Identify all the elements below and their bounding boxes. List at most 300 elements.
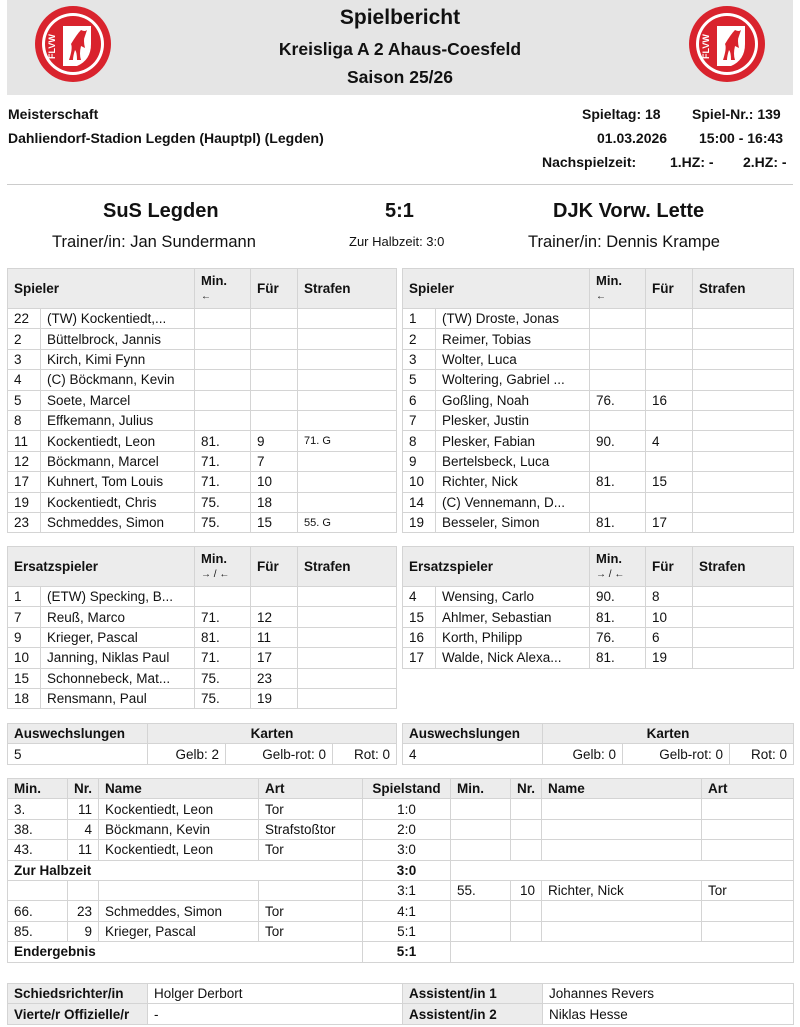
penalties [298, 668, 397, 688]
event-score: 3:0 [363, 860, 451, 880]
away-team-name: DJK Vorw. Lette [553, 200, 705, 222]
officials-table [7, 983, 794, 1025]
event-type: Tor [259, 921, 363, 941]
replaced-player-number: 12 [251, 607, 298, 627]
min-header: Min. → / ← [590, 547, 646, 587]
event-empty [511, 819, 542, 839]
replaced-player-number: 17 [251, 648, 298, 668]
penalties [693, 390, 794, 410]
assistant2-label: Assistent/in 2 [403, 1004, 543, 1024]
event-type-header: Art [702, 779, 794, 799]
event-empty [511, 840, 542, 860]
replaced-player-number [251, 309, 298, 329]
sub-minute [195, 410, 251, 430]
event-player-number: 9 [68, 921, 99, 941]
penalties [693, 512, 794, 532]
event-minute: 66. [8, 901, 68, 921]
assistant2-name: Niklas Hesse [543, 1004, 794, 1024]
match-time: 15:00 - 16:43 [699, 130, 784, 146]
penalties [298, 370, 397, 390]
svg-text:FLVW: FLVW [701, 34, 711, 59]
player-name: Walde, Nick Alexa... [436, 648, 590, 668]
penalties [298, 607, 397, 627]
event-player-number: 10 [511, 880, 542, 900]
away-subs-table [402, 546, 794, 669]
event-phase-label: Endergebnis [8, 942, 363, 962]
event-player-name: Krieger, Pascal [99, 921, 259, 941]
strafen-header: Strafen [298, 269, 397, 309]
event-player-name: Böckmann, Kevin [99, 819, 259, 839]
player-name: (ETW) Specking, B... [41, 587, 195, 607]
fuer-header: Für [251, 547, 298, 587]
replaced-player-number [251, 390, 298, 410]
event-empty [511, 799, 542, 819]
player-row [8, 492, 397, 512]
assistant1-label: Assistent/in 1 [403, 984, 543, 1004]
player-number: 4 [8, 370, 41, 390]
player-row [403, 329, 794, 349]
player-name: Kirch, Kimi Fynn [41, 349, 195, 369]
player-row [8, 607, 397, 627]
player-name: Reuß, Marco [41, 607, 195, 627]
sub-minute [195, 329, 251, 349]
player-name: Korth, Philipp [436, 627, 590, 647]
player-row [8, 512, 397, 532]
event-min-header: Min. [451, 779, 511, 799]
event-type: Tor [259, 840, 363, 860]
penalties [693, 370, 794, 390]
player-row [8, 349, 397, 369]
event-nr-header: Nr. [511, 779, 542, 799]
event-player-number: 11 [68, 799, 99, 819]
event-player-name: Kockentiedt, Leon [99, 799, 259, 819]
replaced-player-number [646, 370, 693, 390]
replaced-player-number [646, 329, 693, 349]
event-row [8, 942, 794, 962]
player-row [8, 390, 397, 410]
player-number: 2 [8, 329, 41, 349]
penalties [298, 390, 397, 410]
sub-minute: 76. [590, 627, 646, 647]
sub-minute: 81. [195, 431, 251, 451]
sub-minute [590, 309, 646, 329]
player-row [8, 668, 397, 688]
player-row [8, 627, 397, 647]
player-number: 12 [8, 451, 41, 471]
divider [7, 184, 793, 185]
sub-minute: 75. [195, 512, 251, 532]
extra-time-second-half: 2.HZ: - [743, 154, 787, 170]
fuer-header: Für [251, 269, 298, 309]
event-score: 5:1 [363, 921, 451, 941]
player-name: (C) Vennemann, D... [436, 492, 590, 512]
replaced-player-number [646, 451, 693, 471]
player-row [8, 648, 397, 668]
player-number: 6 [403, 390, 436, 410]
replaced-player-number [251, 587, 298, 607]
event-nr-header: Nr. [68, 779, 99, 799]
player-row [403, 648, 794, 668]
replaced-player-number [251, 370, 298, 390]
penalties [298, 410, 397, 430]
player-name: (TW) Droste, Jonas [436, 309, 590, 329]
replaced-player-number: 10 [646, 607, 693, 627]
player-name: Kuhnert, Tom Louis [41, 472, 195, 492]
red-cards: Rot: 0 [730, 744, 794, 764]
extra-time-first-half: 1.HZ: - [670, 154, 714, 170]
player-number: 4 [403, 587, 436, 607]
halftime-score: Zur Halbzeit: 3:0 [349, 234, 445, 249]
sub-minute [590, 492, 646, 512]
event-type: Strafstoßtor [259, 819, 363, 839]
player-name: Rensmann, Paul [41, 688, 195, 708]
cards-header: Karten [148, 724, 397, 744]
event-empty [259, 880, 363, 900]
replaced-player-number: 11 [251, 627, 298, 647]
replaced-player-number: 19 [251, 688, 298, 708]
report-title: Spielbericht [339, 6, 461, 29]
player-row [8, 431, 397, 451]
penalties [693, 648, 794, 668]
sub-minute [590, 349, 646, 369]
player-name: Janning, Niklas Paul [41, 648, 195, 668]
event-type: Tor [259, 799, 363, 819]
penalties [693, 329, 794, 349]
league-title: Kreisliga A 2 Ahaus-Coesfeld [278, 39, 522, 59]
event-empty [451, 942, 794, 962]
player-number: 16 [403, 627, 436, 647]
replaced-player-number: 8 [646, 587, 693, 607]
flvw-logo-icon [687, 4, 767, 84]
event-score-header: Spielstand [363, 779, 451, 799]
event-player-number: 11 [68, 840, 99, 860]
event-row [8, 819, 794, 839]
event-empty [702, 901, 794, 921]
events-table [7, 778, 794, 963]
yellow-red-cards: Gelb-rot: 0 [226, 744, 333, 764]
replaced-player-number: 19 [646, 648, 693, 668]
player-number: 1 [8, 587, 41, 607]
player-row [8, 370, 397, 390]
player-name: Büttelbrock, Jannis [41, 329, 195, 349]
event-empty [702, 819, 794, 839]
event-player-name: Schmeddes, Simon [99, 901, 259, 921]
extra-time-label: Nachspielzeit: [542, 154, 637, 170]
event-row [8, 799, 794, 819]
replaced-player-number [646, 309, 693, 329]
sub-minute: 81. [590, 648, 646, 668]
player-name: Wensing, Carlo [436, 587, 590, 607]
player-number: 8 [8, 410, 41, 430]
subs-header: Ersatzspieler [8, 547, 195, 587]
player-row [403, 472, 794, 492]
player-row [8, 309, 397, 329]
player-row [403, 349, 794, 369]
player-row [8, 472, 397, 492]
penalties [693, 309, 794, 329]
player-name: Wolter, Luca [436, 349, 590, 369]
sub-minute: 76. [590, 390, 646, 410]
penalties: 55. G [298, 512, 397, 532]
player-number: 1 [403, 309, 436, 329]
sub-minute: 75. [195, 668, 251, 688]
event-score: 3:1 [363, 880, 451, 900]
subs-count: 4 [403, 744, 543, 764]
sub-minute: 81. [195, 627, 251, 647]
subs-count: 5 [8, 744, 148, 764]
venue: Dahliendorf-Stadion Legden (Hauptpl) (Legden) [8, 130, 324, 146]
penalties [298, 587, 397, 607]
replaced-player-number [646, 492, 693, 512]
min-header: Min. → / ← [195, 547, 251, 587]
event-empty [451, 921, 511, 941]
event-type: Tor [259, 901, 363, 921]
player-row [403, 390, 794, 410]
replaced-player-number: 4 [646, 431, 693, 451]
penalties: 71. G [298, 431, 397, 451]
yellow-cards: Gelb: 0 [543, 744, 623, 764]
event-player-number: 23 [68, 901, 99, 921]
player-number: 15 [8, 668, 41, 688]
event-minute: 85. [8, 921, 68, 941]
player-number: 9 [403, 451, 436, 471]
player-row [403, 410, 794, 430]
red-cards: Rot: 0 [333, 744, 397, 764]
sub-minute: 75. [195, 688, 251, 708]
event-row [8, 840, 794, 860]
event-empty [542, 921, 702, 941]
event-empty [702, 840, 794, 860]
player-row [403, 587, 794, 607]
player-number: 10 [8, 648, 41, 668]
sub-minute [195, 390, 251, 410]
penalties [693, 431, 794, 451]
player-number: 19 [403, 512, 436, 532]
event-empty [99, 880, 259, 900]
away-trainer: Trainer/in: Dennis Krampe [528, 233, 720, 251]
home-players-table [7, 268, 397, 533]
player-number: 3 [8, 349, 41, 369]
penalties [693, 587, 794, 607]
player-number: 2 [403, 329, 436, 349]
event-empty [542, 819, 702, 839]
home-trainer: Trainer/in: Jan Sundermann [52, 233, 256, 251]
fuer-header: Für [646, 269, 693, 309]
player-number: 14 [403, 492, 436, 512]
penalties [693, 451, 794, 471]
player-name: Plesker, Justin [436, 410, 590, 430]
replaced-player-number: 16 [646, 390, 693, 410]
sub-minute: 71. [195, 607, 251, 627]
strafen-header: Strafen [693, 269, 794, 309]
sub-minute [590, 410, 646, 430]
player-name: Kockentiedt, Leon [41, 431, 195, 451]
home-subs-table [7, 546, 397, 709]
event-score: 3:0 [363, 840, 451, 860]
player-row [403, 492, 794, 512]
players-header: Spieler [403, 269, 590, 309]
player-name: Krieger, Pascal [41, 627, 195, 647]
player-row [403, 607, 794, 627]
event-empty [542, 901, 702, 921]
event-empty [451, 819, 511, 839]
penalties [298, 349, 397, 369]
event-phase-label: Zur Halbzeit [8, 860, 363, 880]
event-player-name: Kockentiedt, Leon [99, 840, 259, 860]
event-score: 1:0 [363, 799, 451, 819]
player-row [8, 329, 397, 349]
penalties [298, 627, 397, 647]
fourth-official-name: - [148, 1004, 403, 1024]
sub-minute [195, 370, 251, 390]
event-name-header: Name [542, 779, 702, 799]
player-number: 5 [403, 370, 436, 390]
sub-minute [195, 349, 251, 369]
event-row [8, 901, 794, 921]
event-row [8, 880, 794, 900]
penalties [298, 309, 397, 329]
player-name: Bertelsbeck, Luca [436, 451, 590, 471]
player-name: Böckmann, Marcel [41, 451, 195, 471]
referee-label: Schiedsrichter/in [8, 984, 148, 1004]
player-name: (C) Böckmann, Kevin [41, 370, 195, 390]
event-score: 5:1 [363, 942, 451, 962]
player-row [8, 688, 397, 708]
player-number: 3 [403, 349, 436, 369]
player-row [403, 431, 794, 451]
assistant1-name: Johannes Revers [543, 984, 794, 1004]
sub-minute [590, 329, 646, 349]
penalties [693, 627, 794, 647]
player-name: Richter, Nick [436, 472, 590, 492]
player-number: 17 [403, 648, 436, 668]
sub-minute: 71. [195, 451, 251, 471]
player-name: Goßling, Noah [436, 390, 590, 410]
event-score: 2:0 [363, 819, 451, 839]
strafen-header: Strafen [298, 547, 397, 587]
player-number: 7 [8, 607, 41, 627]
event-empty [451, 901, 511, 921]
sub-minute: 71. [195, 648, 251, 668]
sub-minute [195, 587, 251, 607]
match-date: 01.03.2026 [597, 130, 668, 146]
player-name: Schmeddes, Simon [41, 512, 195, 532]
replaced-player-number: 17 [646, 512, 693, 532]
event-minute: 3. [8, 799, 68, 819]
sub-minute: 90. [590, 587, 646, 607]
game-number: Spiel-Nr.: 139 [692, 106, 781, 122]
min-header: Min. ← [195, 269, 251, 309]
report-header [7, 0, 793, 95]
event-empty [451, 799, 511, 819]
replaced-player-number: 10 [251, 472, 298, 492]
replaced-player-number [646, 349, 693, 369]
player-name: Effkemann, Julius [41, 410, 195, 430]
penalties [298, 329, 397, 349]
subs-count-header: Auswechslungen [403, 724, 543, 744]
competition-type: Meisterschaft [8, 106, 99, 122]
min-header: Min. ← [590, 269, 646, 309]
player-row [403, 370, 794, 390]
replaced-player-number [646, 410, 693, 430]
sub-minute [590, 370, 646, 390]
event-empty [511, 901, 542, 921]
home-team-name: SuS Legden [103, 200, 219, 222]
replaced-player-number [251, 329, 298, 349]
event-empty [451, 860, 794, 880]
player-row [8, 451, 397, 471]
player-name: Kockentiedt, Chris [41, 492, 195, 512]
final-score: 5:1 [385, 200, 414, 222]
sub-minute: 75. [195, 492, 251, 512]
player-number: 19 [8, 492, 41, 512]
sub-minute: 81. [590, 607, 646, 627]
penalties [298, 688, 397, 708]
player-name: Soete, Marcel [41, 390, 195, 410]
penalties [693, 472, 794, 492]
penalties [693, 349, 794, 369]
event-empty [451, 840, 511, 860]
penalties [298, 451, 397, 471]
players-header: Spieler [8, 269, 195, 309]
player-name: Woltering, Gabriel ... [436, 370, 590, 390]
event-player-number: 4 [68, 819, 99, 839]
replaced-player-number [251, 349, 298, 369]
player-name: Plesker, Fabian [436, 431, 590, 451]
event-type-header: Art [259, 779, 363, 799]
player-number: 5 [8, 390, 41, 410]
event-row [8, 860, 794, 880]
event-score: 4:1 [363, 901, 451, 921]
away-players-table [402, 268, 794, 533]
player-name: Reimer, Tobias [436, 329, 590, 349]
cards-header: Karten [543, 724, 794, 744]
away-summary-table [402, 723, 794, 765]
player-number: 9 [8, 627, 41, 647]
penalties [693, 492, 794, 512]
event-minute: 55. [451, 880, 511, 900]
event-minute: 43. [8, 840, 68, 860]
player-name: Besseler, Simon [436, 512, 590, 532]
event-empty [702, 799, 794, 819]
sub-minute: 81. [590, 512, 646, 532]
player-number: 8 [403, 431, 436, 451]
replaced-player-number: 15 [646, 472, 693, 492]
replaced-player-number: 6 [646, 627, 693, 647]
player-row [403, 627, 794, 647]
event-empty [8, 880, 68, 900]
fourth-official-label: Vierte/r Offizielle/r [8, 1004, 148, 1024]
home-summary-table [7, 723, 397, 765]
season-title: Saison 25/26 [346, 67, 454, 87]
player-number: 22 [8, 309, 41, 329]
event-player-name: Richter, Nick [542, 880, 702, 900]
event-empty [542, 799, 702, 819]
player-row [403, 512, 794, 532]
event-minute: 38. [8, 819, 68, 839]
sub-minute: 71. [195, 472, 251, 492]
event-min-header: Min. [8, 779, 68, 799]
replaced-player-number: 15 [251, 512, 298, 532]
player-row [403, 451, 794, 471]
sub-minute: 81. [590, 472, 646, 492]
event-empty [68, 880, 99, 900]
replaced-player-number: 9 [251, 431, 298, 451]
player-row [403, 309, 794, 329]
replaced-player-number: 23 [251, 668, 298, 688]
strafen-header: Strafen [693, 547, 794, 587]
replaced-player-number: 18 [251, 492, 298, 512]
